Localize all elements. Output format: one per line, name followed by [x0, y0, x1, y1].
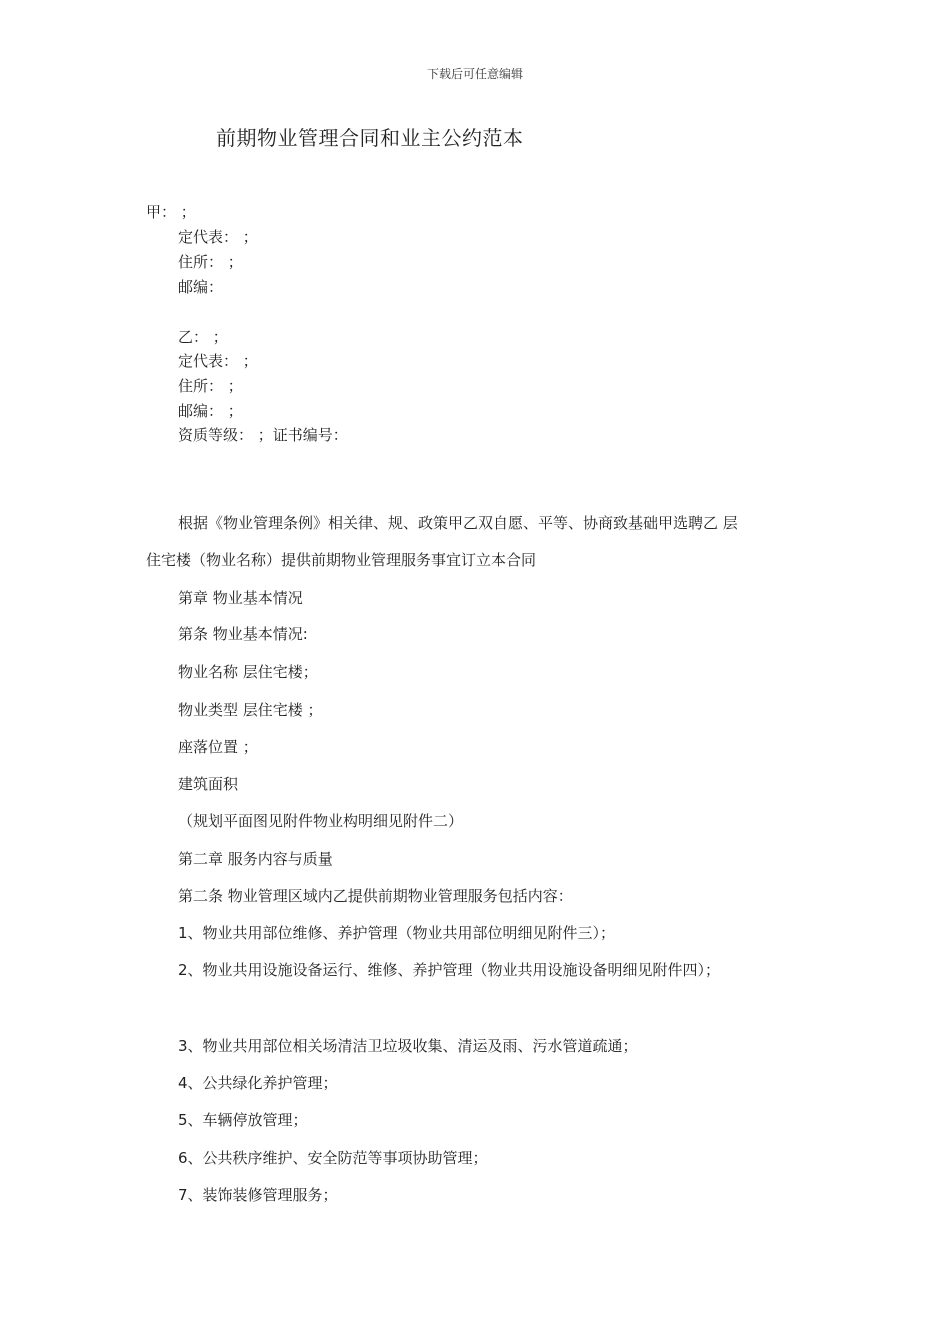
list-item: 4、公共绿化养护管理；	[178, 1074, 338, 1092]
intro-paragraph-line1: 根据《物业管理条例》相关律、规、政策甲乙双自愿、平等、协商致基础甲选聘乙 层	[178, 514, 738, 532]
party-a-address: 住所： ；	[178, 253, 243, 271]
property-name: 物业名称 层住宅楼；	[178, 663, 318, 681]
party-a-name: 甲： ；	[146, 203, 196, 221]
list-item: 6、公共秩序维护、安全防范等事项协助管理；	[178, 1149, 488, 1167]
party-a-zip: 邮编：	[178, 278, 224, 296]
list-item: 5、车辆停放管理；	[178, 1111, 308, 1129]
property-type: 物业类型 层住宅楼 ；	[178, 701, 323, 719]
intro-paragraph-line2: 住宅楼（物业名称）提供前期物业管理服务事宜订立本合同	[146, 551, 537, 569]
building-area: 建筑面积	[178, 775, 239, 793]
article-1-heading: 第条 物业基本情况:	[178, 625, 308, 643]
list-item: 2、物业共用设施设备运行、维修、养护管理（物业共用设施设备明细见附件四）；	[178, 961, 721, 979]
party-a-representative: 定代表： ；	[178, 228, 258, 246]
list-item: 7、装饰装修管理服务；	[178, 1186, 338, 1204]
article-2-heading: 第二条 物业管理区域内乙提供前期物业管理服务包括内容：	[178, 887, 573, 905]
party-b-name: 乙： ；	[178, 328, 228, 346]
list-item: 3、物业共用部位相关场清洁卫垃圾收集、清运及雨、污水管道疏通；	[178, 1037, 638, 1055]
attachment-note: （规划平面图见附件物业构明细见附件二）	[178, 812, 464, 830]
chapter-1-heading: 第章 物业基本情况	[178, 589, 303, 607]
party-b-representative: 定代表： ；	[178, 352, 258, 370]
document-title: 前期物业管理合同和业主公约范本	[216, 126, 524, 150]
page-header: 下载后可任意编辑	[426, 67, 523, 81]
property-location: 座落位置 ；	[178, 738, 258, 756]
party-b-address: 住所： ；	[178, 377, 243, 395]
chapter-2-heading: 第二章 服务内容与质量	[178, 850, 333, 868]
party-b-zip: 邮编： ；	[178, 402, 243, 420]
list-item: 1、物业共用部位维修、养护管理（物业共用部位明细见附件三）；	[178, 924, 616, 942]
party-b-qualification: 资质等级： ；证书编号：	[178, 426, 348, 444]
